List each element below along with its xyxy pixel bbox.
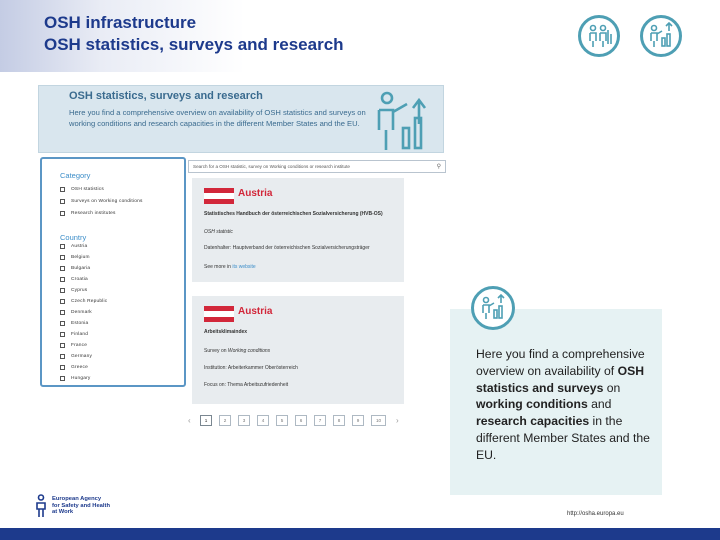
card-category: [204, 348, 270, 354]
page-button[interactable]: 2: [219, 415, 231, 426]
filter-country[interactable]: [60, 365, 88, 370]
filter-country[interactable]: [60, 310, 92, 315]
filter-label: Hungary: [71, 376, 91, 381]
checkbox[interactable]: [60, 343, 65, 348]
page-button[interactable]: 1: [200, 415, 212, 426]
card-category-name: Working conditions: [227, 348, 271, 354]
page-button[interactable]: 8: [333, 415, 345, 426]
filter-label: Finland: [71, 332, 89, 337]
filter-country[interactable]: [60, 244, 87, 249]
checkbox[interactable]: [60, 266, 65, 271]
checkbox[interactable]: [60, 277, 65, 282]
presenter-chart-icon: [375, 88, 431, 152]
prev-page-button[interactable]: ‹: [188, 416, 191, 425]
website-screenshot: [38, 85, 444, 435]
austria-flag-icon: [204, 188, 234, 204]
filter-category-osh-statistics[interactable]: [60, 187, 104, 192]
info-text: [476, 346, 656, 464]
footer-bar: [0, 528, 720, 540]
search-input[interactable]: [188, 160, 446, 173]
info-part: in the different Member States and the EU.: [476, 414, 650, 462]
result-card[interactable]: [192, 178, 404, 282]
checkbox[interactable]: [60, 244, 65, 249]
filter-country[interactable]: [60, 288, 87, 293]
filter-label: Research institutes: [71, 211, 116, 216]
banner: [38, 85, 444, 153]
page-button[interactable]: 4: [257, 415, 269, 426]
filter-country[interactable]: [60, 332, 88, 337]
page-button[interactable]: 3: [238, 415, 250, 426]
filter-country[interactable]: [60, 266, 90, 271]
card-country: Austria: [238, 306, 273, 317]
austria-flag-icon: [204, 306, 234, 322]
filter-label: Bulgaria: [71, 266, 91, 271]
card-institution: Institution: Arbeiterkammer Oberösterreich: [204, 365, 298, 371]
page-button[interactable]: 6: [295, 415, 307, 426]
filter-label: Estonia: [71, 321, 89, 326]
card-title[interactable]: Statistisches Handbuch der österreichischen Sozialversicherung (HVB-OS): [204, 211, 383, 217]
people-chart-icon: [578, 15, 620, 57]
filter-country[interactable]: [60, 376, 91, 381]
agency-logo-icon: [34, 494, 48, 518]
checkbox[interactable]: [60, 365, 65, 370]
filter-category-research[interactable]: [60, 211, 116, 216]
filter-label: Greece: [71, 365, 88, 370]
filter-label: OSH statistics: [71, 187, 104, 192]
presenter-chart-icon: [471, 286, 515, 330]
logo-text: [52, 496, 110, 516]
country-heading: Country: [60, 233, 87, 242]
logo-line: for Safety and Health: [52, 502, 110, 509]
card-title[interactable]: Arbeitsklimaindex: [204, 329, 248, 335]
filter-country[interactable]: [60, 354, 92, 359]
checkbox[interactable]: [60, 211, 65, 216]
card-more-prefix: See more in: [204, 264, 231, 270]
flag-stripe: [204, 317, 234, 322]
filter-label: Germany: [71, 354, 93, 359]
card-website-link[interactable]: its website: [232, 264, 256, 270]
title-line-2: OSH statistics, surveys and research: [44, 35, 344, 54]
checkbox[interactable]: [60, 299, 65, 304]
title-line-1: OSH infrastructure: [44, 13, 197, 32]
checkbox[interactable]: [60, 288, 65, 293]
eu-osha-logo: [34, 493, 134, 519]
search-icon[interactable]: ⚲: [436, 164, 441, 170]
checkbox[interactable]: [60, 255, 65, 260]
info-bold: working conditions: [476, 397, 588, 412]
card-country: Austria: [238, 188, 273, 199]
logo-line: at Work: [52, 509, 74, 516]
info-part: and: [587, 397, 612, 412]
logo-line: European Agency: [52, 496, 102, 503]
checkbox[interactable]: [60, 354, 65, 359]
filter-label: Austria: [71, 244, 88, 249]
card-category: OSH statistic: [204, 229, 233, 235]
filter-label: Belgium: [71, 255, 90, 260]
card-category-prefix: Survey on: [204, 348, 227, 354]
filter-label: France: [71, 343, 88, 348]
page-button[interactable]: 9: [352, 415, 364, 426]
card-focus: Focus on: Thema Arbeitszufriedenheit: [204, 382, 289, 388]
checkbox[interactable]: [60, 187, 65, 192]
filter-label: Croatia: [71, 277, 88, 282]
page-button[interactable]: 10: [371, 415, 386, 426]
filter-panel: [40, 157, 186, 387]
next-page-button[interactable]: ›: [396, 416, 399, 425]
checkbox[interactable]: [60, 199, 65, 204]
filter-category-surveys[interactable]: [60, 199, 143, 204]
card-holder: Datenhalter: Hauptverband der österreichischen Sozialversicherungsträger: [204, 245, 370, 251]
checkbox[interactable]: [60, 332, 65, 337]
footer-url[interactable]: http://osha.europa.eu: [567, 511, 624, 517]
flag-stripe: [204, 199, 234, 204]
pagination: [186, 415, 406, 427]
info-bold: OSH statistics and surveys: [476, 363, 645, 395]
checkbox[interactable]: [60, 376, 65, 381]
page-number: 22: [703, 521, 711, 528]
filter-label: Cyprus: [71, 288, 88, 293]
filter-country[interactable]: [60, 299, 107, 304]
filter-label: Czech Republic: [71, 299, 108, 304]
category-heading: Category: [60, 171, 91, 180]
info-bold: research capacities: [476, 414, 590, 429]
checkbox[interactable]: [60, 310, 65, 315]
info-part: on: [603, 380, 621, 395]
page-button[interactable]: 5: [276, 415, 288, 426]
filter-country[interactable]: [60, 321, 88, 326]
page-title: [44, 12, 344, 56]
filter-country[interactable]: [60, 343, 87, 348]
card-more: [204, 264, 256, 270]
page-button[interactable]: 7: [314, 415, 326, 426]
filter-country[interactable]: [60, 255, 90, 260]
checkbox[interactable]: [60, 321, 65, 326]
banner-description: Here you find a comprehensive overview on availability of OSH statistics and surveys on working conditions and research capacities in the different Member States and the EU.: [69, 108, 366, 128]
banner-title: OSH statistics, surveys and research: [69, 90, 263, 102]
filter-label: Surveys on Working conditions: [71, 199, 143, 204]
filter-label: Denmark: [71, 310, 92, 315]
search-placeholder: Search for a OSH statistic, survey on Working conditions or research institute: [193, 164, 350, 169]
filter-country[interactable]: [60, 277, 88, 282]
presenter-chart-icon: [640, 15, 682, 57]
info-part: Here you find a comprehensive overview on availability of: [476, 347, 645, 378]
result-card[interactable]: [192, 296, 404, 404]
